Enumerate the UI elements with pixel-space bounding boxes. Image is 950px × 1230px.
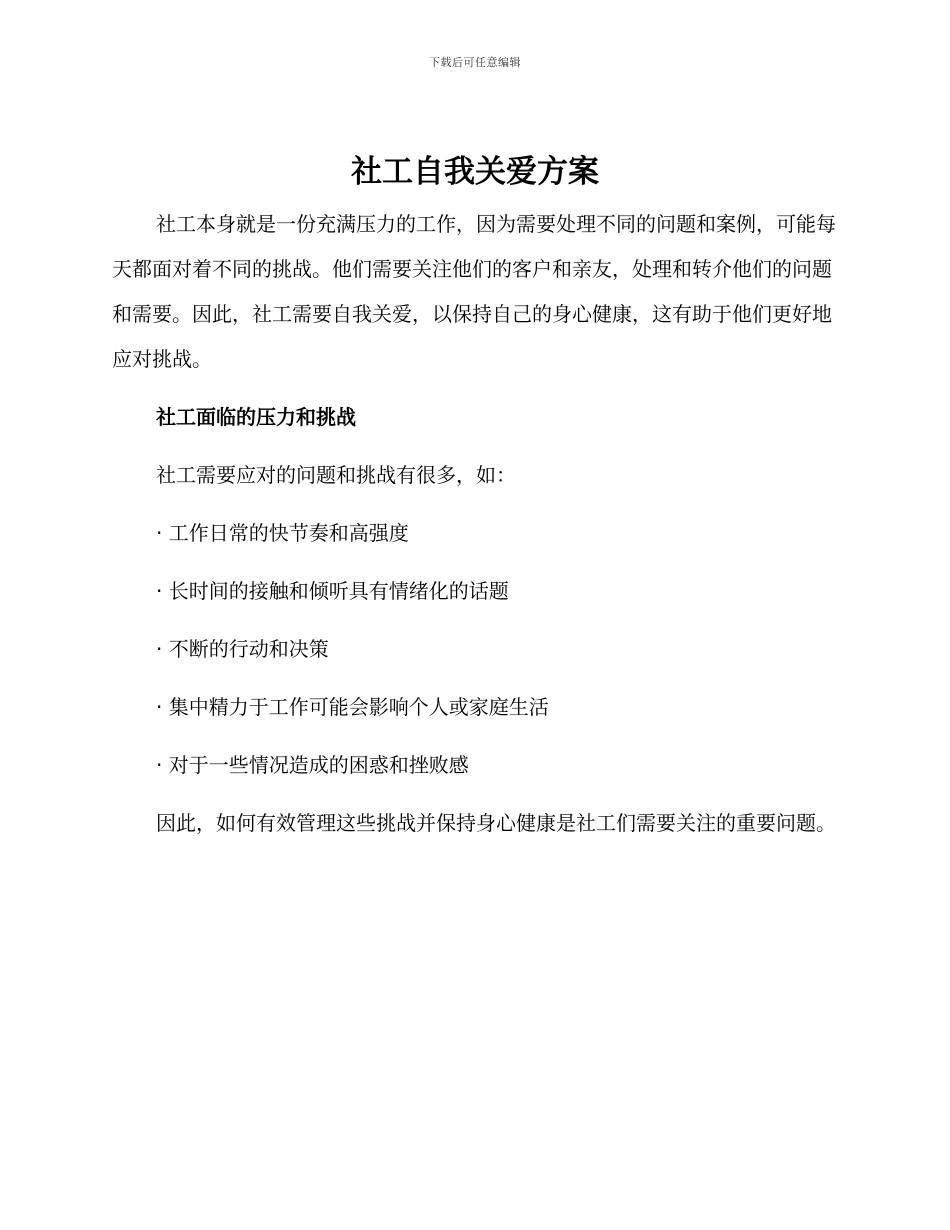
- closing-paragraph: 因此，如何有效管理这些挑战并保持身心健康是社工们需要关注的重要问题。: [156, 811, 836, 835]
- document-title: 社工自我关爱方案: [351, 154, 599, 190]
- list-item: · 工作日常的快节奏和高强度: [156, 521, 409, 545]
- list-item: · 不断的行动和决策: [156, 637, 329, 661]
- section-intro: 社工需要应对的问题和挑战有很多，如：: [156, 463, 516, 487]
- list-item: · 长时间的接触和倾听具有情绪化的话题: [156, 579, 509, 603]
- section-heading: 社工面临的压力和挑战: [156, 405, 356, 429]
- intro-paragraph: 社工本身就是一份充满压力的工作，因为需要处理不同的问题和案例，可能每天都面对着不同的挑战。他们需要关注他们的客户和亲友，处理和转介他们的问题和需要。因此，社工需要自我关爱，以保持自己的身心健康，这有助于他们更好地应对挑战。: [112, 212, 836, 371]
- header-note: 下载后可任意编辑: [429, 56, 521, 69]
- list-item: · 集中精力于工作可能会影响个人或家庭生活: [156, 695, 549, 719]
- document-body: [112, 202, 836, 846]
- list-item: · 对于一些情况造成的困惑和挫败感: [156, 753, 469, 777]
- challenge-list: [112, 511, 836, 788]
